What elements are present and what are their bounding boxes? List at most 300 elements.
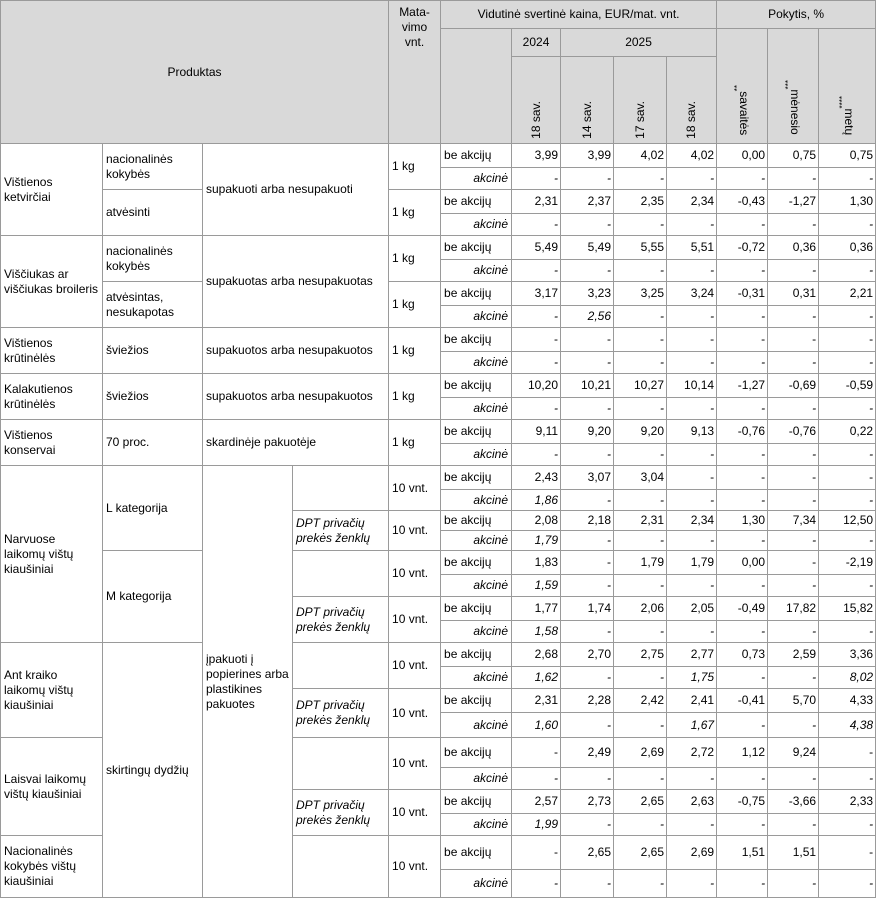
value-cell: 12,50 [819,511,876,531]
value-cell: - [717,214,768,236]
value-cell: - [717,352,768,374]
header-kaina: Vidutinė svertinė kaina, EUR/mat. vnt. [441,1,717,29]
value-cell: 2,69 [614,738,667,768]
product-name: Kalakutienos krūtinėlės [1,374,103,420]
value-cell: - [512,168,561,190]
product-name: Vištienos krūtinėlės [1,328,103,374]
value-cell: 9,11 [512,420,561,444]
price-type-regular: be akcijų [441,466,512,490]
value-cell: - [768,168,819,190]
value-cell: 10,21 [561,374,614,398]
value-cell: 1,86 [512,490,561,511]
value-cell: 2,06 [614,597,667,621]
value-cell: - [667,328,717,352]
product-name: Laisvai laikomų vištų kiaušiniai [1,738,103,836]
value-cell: 2,73 [561,790,614,814]
value-cell: -0,76 [717,420,768,444]
value-cell: - [561,768,614,790]
value-cell: - [561,490,614,511]
product-packaging: supakuotas arba nesupakuotas [203,236,389,328]
value-cell: - [561,444,614,466]
value-cell: - [614,398,667,420]
value-cell: 0,36 [819,236,876,260]
value-cell: - [819,836,876,870]
value-cell: 9,24 [768,738,819,768]
value-cell: - [614,306,667,328]
value-cell: 0,00 [717,144,768,168]
header-week-2025-14: 14 sav. [561,57,614,144]
price-type-promo: akcinė [441,352,512,374]
price-type-regular: be akcijų [441,551,512,575]
product-type: M kategorija [103,551,203,643]
value-cell: 0,00 [717,551,768,575]
value-cell: - [819,260,876,282]
value-cell: -0,31 [717,282,768,306]
value-cell: 2,70 [561,643,614,667]
price-type-regular: be akcijų [441,144,512,168]
value-cell: - [512,328,561,352]
unit-cell: 10 vnt. [389,466,441,511]
value-cell: 2,77 [667,643,717,667]
value-cell: - [512,352,561,374]
value-cell: 3,07 [561,466,614,490]
value-cell: - [819,328,876,352]
header-matavimo: Mata-vimo vnt. [389,1,441,144]
value-cell: - [768,214,819,236]
price-type-promo: akcinė [441,531,512,551]
price-type-regular: be akcijų [441,738,512,768]
value-cell: 2,34 [667,511,717,531]
price-type-promo: akcinė [441,260,512,282]
value-cell: - [768,814,819,836]
value-cell: - [667,490,717,511]
value-cell: - [667,466,717,490]
value-cell: - [512,214,561,236]
value-cell: - [717,444,768,466]
value-cell: - [819,814,876,836]
value-cell: 2,31 [512,190,561,214]
price-type-promo: akcinė [441,168,512,190]
product-name: Nacionalinės kokybės vištų kiaušiniai [1,836,103,898]
value-cell: 3,23 [561,282,614,306]
value-cell: 5,51 [667,236,717,260]
product-name: Ant kraiko laikomų vištų kiaušiniai [1,643,103,738]
price-type-regular: be akcijų [441,236,512,260]
value-cell: - [667,352,717,374]
value-cell: 7,34 [768,511,819,531]
value-cell: 1,79 [614,551,667,575]
value-cell: - [717,531,768,551]
price-type-promo: akcinė [441,398,512,420]
value-cell: - [667,575,717,597]
value-cell: - [667,168,717,190]
value-cell: 2,65 [561,836,614,870]
value-cell: - [819,621,876,643]
product-name: Viščiukas ar viščiukas broileris [1,236,103,328]
unit-cell: 10 vnt. [389,790,441,836]
value-cell: 3,04 [614,466,667,490]
value-cell: -2,19 [819,551,876,575]
value-cell: 2,56 [561,306,614,328]
value-cell: 1,30 [717,511,768,531]
value-cell: -1,27 [768,190,819,214]
value-cell: 4,02 [667,144,717,168]
value-cell: - [717,814,768,836]
value-cell: 0,75 [768,144,819,168]
value-cell: - [561,814,614,836]
value-cell: 2,69 [667,836,717,870]
value-cell: -0,76 [768,420,819,444]
price-type-regular: be akcijų [441,190,512,214]
value-cell: -0,69 [768,374,819,398]
value-cell: - [667,306,717,328]
value-cell: 3,17 [512,282,561,306]
unit-cell: 1 kg [389,328,441,374]
header-change-week: savaitės** [717,29,768,144]
value-cell: 2,59 [768,643,819,667]
header-week-2024-18: 18 sav. [512,57,561,144]
product-brand: DPT privačių prekės ženklų [293,597,389,643]
value-cell: 1,67 [667,713,717,738]
value-cell: 1,79 [667,551,717,575]
value-cell: 2,31 [512,689,561,713]
value-cell: - [614,667,667,689]
value-cell: 1,62 [512,667,561,689]
header-year-2024: 2024 [512,29,561,57]
value-cell: - [717,466,768,490]
value-cell: - [512,260,561,282]
product-name: Vištienos konservai [1,420,103,466]
product-type: atvėsinti [103,190,203,236]
price-type-regular: be akcijų [441,643,512,667]
value-cell: - [614,490,667,511]
value-cell: - [512,768,561,790]
value-cell: - [512,738,561,768]
value-cell: 4,33 [819,689,876,713]
price-type-regular: be akcijų [441,420,512,444]
value-cell: - [717,306,768,328]
value-cell: 1,83 [512,551,561,575]
value-cell: 4,38 [819,713,876,738]
value-cell: 0,22 [819,420,876,444]
product-packaging: įpakuoti į popierines arba plastikines pakuotes [203,466,293,898]
unit-cell: 1 kg [389,236,441,282]
price-type-promo: akcinė [441,768,512,790]
value-cell: - [512,444,561,466]
table-row [1,420,876,444]
price-type-regular: be akcijų [441,790,512,814]
value-cell: 2,34 [667,190,717,214]
unit-cell: 10 vnt. [389,738,441,790]
product-packaging: supakuotos arba nesupakuotos [203,374,389,420]
value-cell: - [717,168,768,190]
value-cell: - [561,667,614,689]
value-cell: - [667,531,717,551]
price-type-promo: akcinė [441,814,512,836]
unit-cell: 1 kg [389,282,441,328]
table-row [1,282,876,306]
value-cell: 1,30 [819,190,876,214]
value-cell: 2,65 [614,836,667,870]
value-cell: - [667,214,717,236]
value-cell: - [667,768,717,790]
value-cell: - [768,444,819,466]
product-brand [293,643,389,689]
unit-cell: 1 kg [389,420,441,466]
value-cell: - [561,621,614,643]
value-cell: - [768,870,819,898]
value-cell: 1,58 [512,621,561,643]
value-cell: 1,77 [512,597,561,621]
value-cell: - [561,870,614,898]
value-cell: - [768,621,819,643]
product-name: Vištienos ketvirčiai [1,144,103,236]
value-cell: -0,43 [717,190,768,214]
value-cell: 15,82 [819,597,876,621]
value-cell: 3,36 [819,643,876,667]
value-cell: 1,51 [717,836,768,870]
value-cell: 2,63 [667,790,717,814]
value-cell: - [768,490,819,511]
value-cell: - [561,260,614,282]
product-name: Narvuose laikomų vištų kiaušiniai [1,466,103,643]
price-type-promo: akcinė [441,575,512,597]
table-body [1,144,876,898]
unit-cell: 1 kg [389,144,441,190]
table-row [1,144,876,168]
value-cell: 5,55 [614,236,667,260]
price-type-regular: be akcijų [441,836,512,870]
value-cell: 0,73 [717,643,768,667]
value-cell: 1,51 [768,836,819,870]
value-cell: - [561,551,614,575]
value-cell: -3,66 [768,790,819,814]
price-type-promo: akcinė [441,667,512,689]
value-cell: - [717,328,768,352]
value-cell: -0,41 [717,689,768,713]
price-type-regular: be akcijų [441,328,512,352]
header-pokytis: Pokytis, % [717,1,876,29]
value-cell: 2,43 [512,466,561,490]
value-cell: 10,14 [667,374,717,398]
value-cell: - [614,444,667,466]
value-cell: - [561,575,614,597]
price-type-regular: be akcijų [441,282,512,306]
value-cell: -0,75 [717,790,768,814]
value-cell: 0,36 [768,236,819,260]
value-cell: - [512,398,561,420]
value-cell: - [512,870,561,898]
value-cell: - [819,352,876,374]
value-cell: 2,68 [512,643,561,667]
value-cell: - [819,870,876,898]
value-cell: - [614,814,667,836]
value-cell: 1,99 [512,814,561,836]
unit-cell: 10 vnt. [389,511,441,551]
value-cell: - [768,531,819,551]
product-packaging: supakuoti arba nesupakuoti [203,144,389,236]
value-cell: - [512,836,561,870]
value-cell: -0,72 [717,236,768,260]
value-cell: 2,31 [614,511,667,531]
product-type: šviežios [103,374,203,420]
value-cell: 9,20 [561,420,614,444]
value-cell: - [717,575,768,597]
product-type: 70 proc. [103,420,203,466]
unit-cell: 10 vnt. [389,836,441,898]
header-year-2025: 2025 [561,29,717,57]
value-cell: - [717,768,768,790]
value-cell: - [561,398,614,420]
unit-cell: 10 vnt. [389,689,441,738]
value-cell: 1,12 [717,738,768,768]
value-cell: 2,49 [561,738,614,768]
table-row [1,374,876,398]
product-type: L kategorija [103,466,203,551]
value-cell: 0,31 [768,282,819,306]
value-cell: - [768,328,819,352]
unit-cell: 10 vnt. [389,643,441,689]
value-cell: 2,18 [561,511,614,531]
value-cell: 2,37 [561,190,614,214]
value-cell: 4,02 [614,144,667,168]
product-brand: DPT privačių prekės ženklų [293,790,389,836]
value-cell: 2,21 [819,282,876,306]
value-cell: - [667,870,717,898]
price-type-regular: be akcijų [441,511,512,531]
value-cell: 10,27 [614,374,667,398]
value-cell: - [768,713,819,738]
value-cell: - [717,667,768,689]
value-cell: - [819,531,876,551]
value-cell: - [717,490,768,511]
product-brand: DPT privačių prekės ženklų [293,511,389,551]
value-cell: - [768,575,819,597]
value-cell: - [614,168,667,190]
value-cell: - [667,621,717,643]
value-cell: - [768,768,819,790]
value-cell: - [768,306,819,328]
value-cell: - [768,352,819,374]
value-cell: - [819,466,876,490]
value-cell: - [561,328,614,352]
value-cell: 2,28 [561,689,614,713]
header-week-2025-17: 17 sav. [614,57,667,144]
value-cell: - [819,575,876,597]
value-cell: - [614,713,667,738]
value-cell: - [717,398,768,420]
unit-cell: 10 vnt. [389,551,441,597]
value-cell: - [667,444,717,466]
value-cell: 9,20 [614,420,667,444]
price-type-regular: be akcijų [441,597,512,621]
value-cell: - [512,306,561,328]
value-cell: 3,99 [512,144,561,168]
value-cell: 5,70 [768,689,819,713]
value-cell: - [614,352,667,374]
price-type-regular: be akcijų [441,689,512,713]
value-cell: 2,57 [512,790,561,814]
value-cell: - [717,713,768,738]
value-cell: - [768,398,819,420]
value-cell: - [667,260,717,282]
value-cell: 1,59 [512,575,561,597]
value-cell: -0,59 [819,374,876,398]
header-week-2025-18: 18 sav. [667,57,717,144]
value-cell: - [614,575,667,597]
value-cell: 2,42 [614,689,667,713]
table-row [1,328,876,352]
value-cell: - [819,444,876,466]
header-produktas: Produktas [1,1,389,144]
product-type: skirtingų dydžių [103,643,203,898]
value-cell: 5,49 [512,236,561,260]
value-cell: - [768,551,819,575]
value-cell: 2,33 [819,790,876,814]
value-cell: - [768,667,819,689]
value-cell: - [717,621,768,643]
header-empty [441,29,512,144]
value-cell: 8,02 [819,667,876,689]
product-type: nacionalinės kokybės [103,236,203,282]
value-cell: 3,25 [614,282,667,306]
value-cell: 2,72 [667,738,717,768]
value-cell: - [614,328,667,352]
value-cell: 2,65 [614,790,667,814]
price-type-promo: akcinė [441,444,512,466]
value-cell: 2,41 [667,689,717,713]
value-cell: 5,49 [561,236,614,260]
price-type-regular: be akcijų [441,374,512,398]
value-cell: - [768,260,819,282]
value-cell: 2,35 [614,190,667,214]
product-brand [293,836,389,898]
value-cell: 1,79 [512,531,561,551]
unit-cell: 1 kg [389,374,441,420]
product-type: atvėsintas, nesukapotas [103,282,203,328]
value-cell: - [614,260,667,282]
table-row [1,466,876,490]
value-cell: - [819,398,876,420]
product-type: nacionalinės kokybės [103,144,203,190]
value-cell: - [614,531,667,551]
product-brand [293,551,389,597]
value-cell: 2,08 [512,511,561,531]
value-cell: - [614,768,667,790]
table-row [1,551,876,575]
value-cell: 9,13 [667,420,717,444]
unit-cell: 10 vnt. [389,597,441,643]
value-cell: - [614,870,667,898]
value-cell: - [819,306,876,328]
value-cell: 2,05 [667,597,717,621]
value-cell: - [667,398,717,420]
value-cell: -1,27 [717,374,768,398]
product-packaging: supakuotos arba nesupakuotos [203,328,389,374]
value-cell: 0,75 [819,144,876,168]
value-cell: -0,49 [717,597,768,621]
value-cell: - [768,466,819,490]
header-change-month: mėnesio*** [768,29,819,144]
table-row [1,190,876,214]
value-cell: 1,74 [561,597,614,621]
product-packaging: skardinėje pakuotėje [203,420,389,466]
value-cell: - [717,260,768,282]
price-type-promo: akcinė [441,870,512,898]
value-cell: - [561,168,614,190]
price-type-promo: akcinė [441,490,512,511]
price-type-promo: akcinė [441,214,512,236]
